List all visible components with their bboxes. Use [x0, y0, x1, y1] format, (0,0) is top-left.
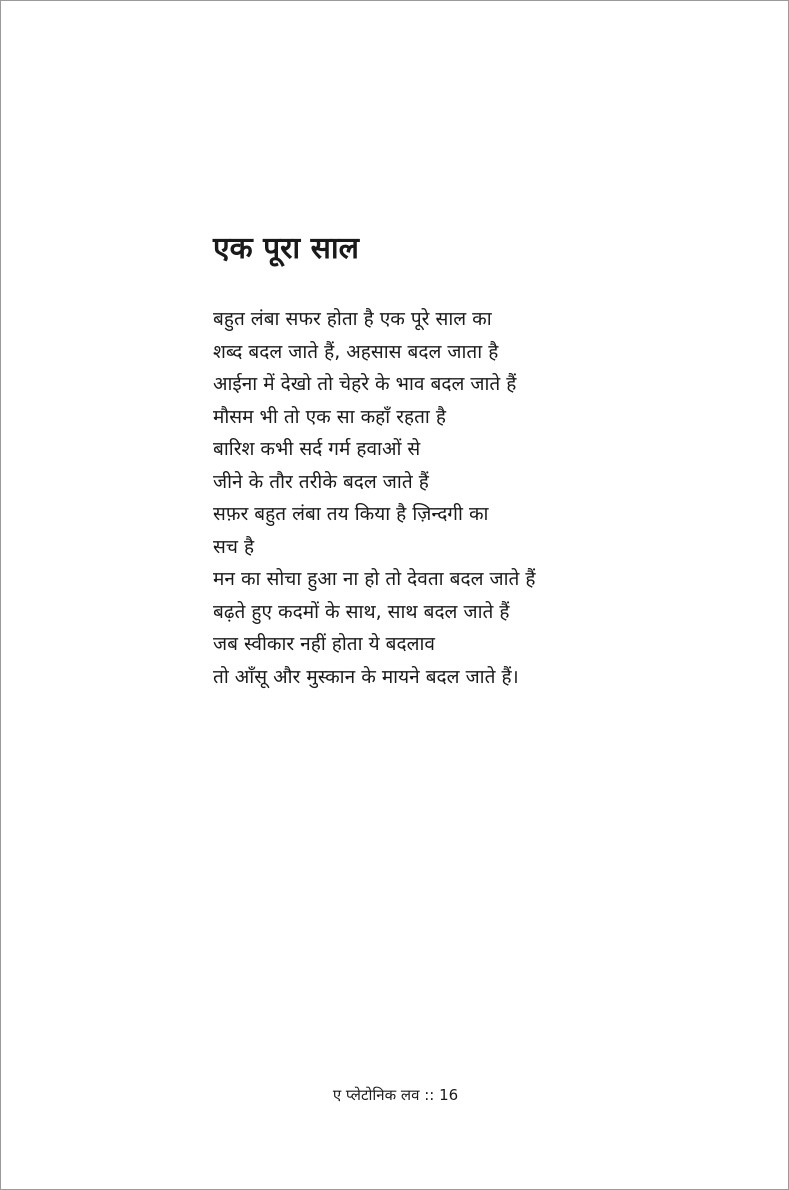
- poem-line: जीने के तौर तरीके बदल जाते हैं: [213, 470, 429, 493]
- poem-line: सच है: [213, 535, 255, 558]
- poem-line: तो आँसू और मुस्कान के मायने बदल जाते हैं।: [213, 665, 519, 688]
- poem-line: मन का सोचा हुआ ना हो तो देवता बदल जाते हैं: [213, 568, 536, 590]
- poem-title: एक पूरा साल: [213, 231, 359, 266]
- poem-line: सफ़र बहुत लंबा तय किया है ज़िन्दगी का: [213, 503, 489, 525]
- poem-line: बहुत लंबा सफर होता है एक पूरे साल का: [213, 308, 492, 330]
- poem-line: मौसम भी तो एक सा कहाँ रहता है: [213, 405, 446, 428]
- poem-line: बढ़ते हुए कदमों के साथ, साथ बदल जाते हैं: [213, 600, 510, 623]
- page-footer: ए प्लेटोनिक लव :: 16: [332, 1086, 459, 1104]
- poem-line: आईना में देखो तो चेहरे के भाव बदल जाते हैं: [213, 373, 517, 395]
- poem-body: [213, 303, 535, 693]
- poem-line: शब्द बदल जाते हैं, अहसास बदल जाता है: [213, 340, 499, 363]
- poem-line: बारिश कभी सर्द गर्म हवाओं से: [213, 438, 421, 460]
- poem-line: जब स्वीकार नहीं होता ये बदलाव: [213, 633, 435, 655]
